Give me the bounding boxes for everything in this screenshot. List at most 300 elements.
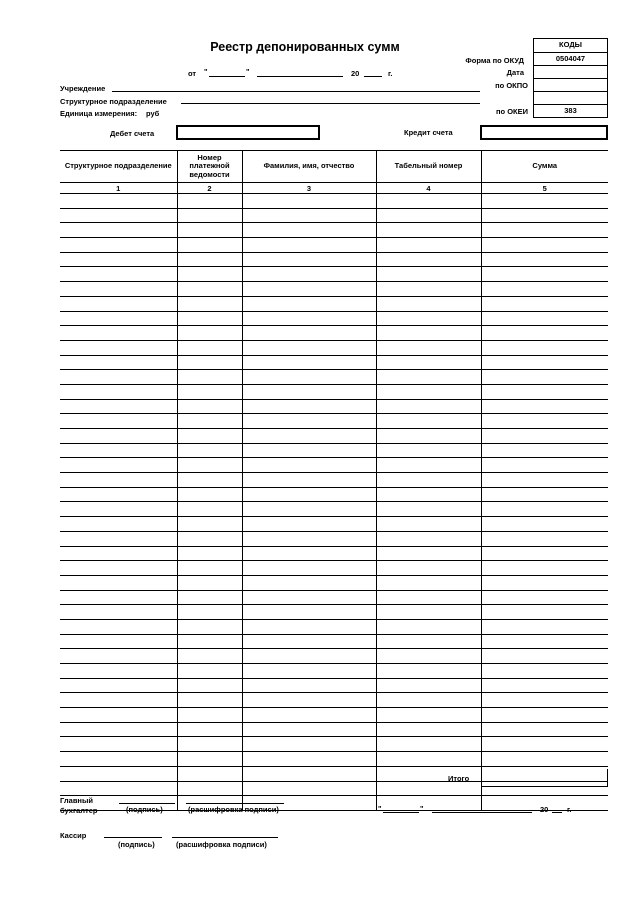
table-cell[interactable]: [177, 282, 242, 297]
table-cell[interactable]: [177, 722, 242, 737]
table-cell[interactable]: [177, 649, 242, 664]
column-header: Сумма: [481, 151, 608, 183]
table-cell[interactable]: [60, 282, 177, 297]
date-from-label: от: [188, 69, 197, 78]
table-cell[interactable]: [242, 737, 376, 752]
table-cell[interactable]: [376, 267, 481, 282]
table-row: [60, 414, 608, 429]
table-cell[interactable]: [242, 575, 376, 590]
chief-decode-field[interactable]: [186, 803, 284, 804]
table-cell[interactable]: [481, 693, 608, 708]
total-label: Итого: [448, 774, 470, 783]
table-cell[interactable]: [177, 605, 242, 620]
date-code[interactable]: [533, 65, 608, 78]
table-row: [60, 487, 608, 502]
table-cell[interactable]: [481, 737, 608, 752]
subdivision-field[interactable]: [181, 103, 480, 104]
table-cell[interactable]: [376, 370, 481, 385]
table-cell[interactable]: [60, 781, 177, 796]
table-cell[interactable]: [376, 781, 481, 796]
table-cell[interactable]: [177, 223, 242, 238]
table-cell[interactable]: [177, 458, 242, 473]
table-row: [60, 649, 608, 664]
table-cell[interactable]: [177, 296, 242, 311]
table-cell[interactable]: [481, 223, 608, 238]
institution-label: Учреждение: [60, 84, 106, 93]
chief-label-2: бухгалтер: [60, 806, 98, 815]
blank-code[interactable]: [533, 91, 608, 104]
table-cell[interactable]: [242, 502, 376, 517]
table-row: [60, 664, 608, 679]
table-cell[interactable]: [177, 487, 242, 502]
table-cell[interactable]: [481, 708, 608, 723]
table-cell[interactable]: [60, 487, 177, 502]
table-cell[interactable]: [376, 531, 481, 546]
table-cell[interactable]: [481, 443, 608, 458]
footer-quote-close: ": [420, 804, 424, 813]
table-cell[interactable]: [242, 223, 376, 238]
table-cell[interactable]: [60, 605, 177, 620]
table-cell[interactable]: [177, 267, 242, 282]
table-row: [60, 561, 608, 576]
table-cell[interactable]: [481, 384, 608, 399]
table-cell[interactable]: [242, 355, 376, 370]
table-cell[interactable]: [376, 384, 481, 399]
table-row: [60, 590, 608, 605]
table-cell[interactable]: [177, 429, 242, 444]
table-cell[interactable]: [242, 340, 376, 355]
column-number: 5: [481, 183, 608, 194]
table-cell[interactable]: [376, 575, 481, 590]
table-cell[interactable]: [60, 223, 177, 238]
table-cell[interactable]: [242, 296, 376, 311]
table-cell[interactable]: [481, 194, 608, 209]
table-cell[interactable]: [60, 252, 177, 267]
column-header: Фамилия, имя, отчество: [242, 151, 376, 183]
table-cell[interactable]: [242, 267, 376, 282]
table-cell[interactable]: [177, 590, 242, 605]
table-cell[interactable]: [376, 340, 481, 355]
table-cell[interactable]: [481, 664, 608, 679]
table-cell[interactable]: [376, 561, 481, 576]
table-cell[interactable]: [242, 311, 376, 326]
table-cell[interactable]: [242, 384, 376, 399]
table-cell[interactable]: [177, 311, 242, 326]
table-cell[interactable]: [60, 546, 177, 561]
table-cell[interactable]: [60, 678, 177, 693]
table-cell[interactable]: [376, 737, 481, 752]
footer-month-field[interactable]: [432, 812, 532, 813]
table-row: [60, 223, 608, 238]
table-cell[interactable]: [60, 722, 177, 737]
chief-decode-caption: (расшифровка подписи): [188, 805, 279, 814]
table-cell[interactable]: [177, 619, 242, 634]
table-cell[interactable]: [177, 443, 242, 458]
column-header: Табельный номер: [376, 151, 481, 183]
table-row: [60, 267, 608, 282]
table-row: [60, 473, 608, 488]
table-cell[interactable]: [376, 311, 481, 326]
table-cell[interactable]: [177, 575, 242, 590]
table-cell[interactable]: [481, 590, 608, 605]
table-cell[interactable]: [242, 429, 376, 444]
table-cell[interactable]: [481, 370, 608, 385]
okpo-code[interactable]: [533, 78, 608, 91]
table-row: [60, 326, 608, 341]
table-cell[interactable]: [481, 238, 608, 253]
table-cell[interactable]: [60, 634, 177, 649]
table-cell[interactable]: [376, 208, 481, 223]
date-month-field[interactable]: [257, 76, 343, 77]
table-cell[interactable]: [242, 561, 376, 576]
table-cell[interactable]: [60, 296, 177, 311]
date-label: Дата: [506, 68, 524, 77]
footer-day-field[interactable]: [383, 812, 419, 813]
table-cell[interactable]: [376, 634, 481, 649]
table-cell[interactable]: [60, 458, 177, 473]
table-row: [60, 619, 608, 634]
table-row: [60, 311, 608, 326]
table-cell[interactable]: [376, 517, 481, 532]
table-cell[interactable]: [177, 752, 242, 767]
table-cell[interactable]: [376, 252, 481, 267]
table-cell[interactable]: [481, 487, 608, 502]
table-cell[interactable]: [177, 414, 242, 429]
codes-title: КОДЫ: [533, 38, 608, 52]
column-number: 2: [177, 183, 242, 194]
table-cell[interactable]: [60, 238, 177, 253]
table-cell[interactable]: [60, 370, 177, 385]
table-row: [60, 443, 608, 458]
page-title: Реестр депонированных сумм: [210, 40, 400, 54]
table-row: [60, 208, 608, 223]
table-cell[interactable]: [242, 752, 376, 767]
date-year-prefix: 20: [351, 69, 360, 78]
debit-label: Дебет счета: [110, 129, 155, 138]
institution-field[interactable]: [112, 91, 480, 92]
table-cell[interactable]: [242, 194, 376, 209]
table-cell[interactable]: [177, 238, 242, 253]
table-cell[interactable]: [60, 194, 177, 209]
table-row: [60, 370, 608, 385]
date-year-field[interactable]: [364, 76, 382, 77]
table-cell[interactable]: [376, 664, 481, 679]
table-cell[interactable]: [177, 355, 242, 370]
table-cell[interactable]: [376, 443, 481, 458]
table-cell[interactable]: [177, 194, 242, 209]
table-cell[interactable]: [242, 531, 376, 546]
table-cell[interactable]: [177, 473, 242, 488]
table-cell[interactable]: [60, 267, 177, 282]
table-cell[interactable]: [60, 355, 177, 370]
table-row: [60, 238, 608, 253]
table-cell[interactable]: [60, 340, 177, 355]
table-cell[interactable]: [177, 561, 242, 576]
column-number: 4: [376, 183, 481, 194]
table-cell[interactable]: [242, 605, 376, 620]
table-row: [60, 252, 608, 267]
table-cell[interactable]: [242, 414, 376, 429]
table-cell[interactable]: [60, 443, 177, 458]
table-row: [60, 517, 608, 532]
table-cell[interactable]: [481, 326, 608, 341]
table-row: [60, 502, 608, 517]
table-cell[interactable]: [376, 399, 481, 414]
okud-label: Форма по ОКУД: [465, 56, 524, 65]
deposit-table: [60, 150, 608, 811]
table-row: [60, 737, 608, 752]
table-cell[interactable]: [177, 399, 242, 414]
table-cell[interactable]: [481, 311, 608, 326]
table-cell[interactable]: [376, 502, 481, 517]
table-cell[interactable]: [481, 282, 608, 297]
column-number-row: [60, 183, 608, 194]
table-cell[interactable]: [177, 208, 242, 223]
table-cell[interactable]: [177, 326, 242, 341]
unit-label: Единица измерения:: [60, 109, 138, 118]
table-cell[interactable]: [242, 443, 376, 458]
table-cell[interactable]: [60, 664, 177, 679]
table-cell[interactable]: [376, 546, 481, 561]
table-cell[interactable]: [376, 649, 481, 664]
table-cell[interactable]: [242, 546, 376, 561]
table-cell[interactable]: [177, 546, 242, 561]
table-cell[interactable]: [60, 649, 177, 664]
table-cell[interactable]: [242, 664, 376, 679]
chief-signature-caption: (подпись): [126, 805, 163, 814]
table-row: [60, 355, 608, 370]
table-cell[interactable]: [60, 575, 177, 590]
table-cell[interactable]: [60, 561, 177, 576]
table-cell[interactable]: [376, 458, 481, 473]
credit-field[interactable]: [480, 125, 608, 140]
table-cell[interactable]: [60, 399, 177, 414]
table-cell[interactable]: [60, 590, 177, 605]
column-number: 3: [242, 183, 376, 194]
total-field[interactable]: [481, 769, 608, 787]
table-row: [60, 693, 608, 708]
table-cell[interactable]: [481, 546, 608, 561]
table-row: [60, 575, 608, 590]
table-row: [60, 546, 608, 561]
footer-year-field[interactable]: [552, 812, 562, 813]
cashier-decode-field[interactable]: [172, 837, 278, 838]
credit-label: Кредит счета: [404, 128, 453, 137]
table-cell[interactable]: [60, 414, 177, 429]
cashier-signature-caption: (подпись): [118, 840, 155, 849]
table-cell[interactable]: [481, 252, 608, 267]
table-cell[interactable]: [376, 796, 481, 811]
cashier-label: Кассир: [60, 831, 87, 840]
table-cell[interactable]: [376, 223, 481, 238]
table-cell[interactable]: [60, 326, 177, 341]
cashier-decode-caption: (расшифровка подписи): [176, 840, 267, 849]
table-cell[interactable]: [481, 458, 608, 473]
table-cell[interactable]: [376, 487, 481, 502]
table-cell[interactable]: [242, 634, 376, 649]
chief-signature-field[interactable]: [119, 803, 175, 804]
table-cell[interactable]: [376, 678, 481, 693]
table-cell[interactable]: [242, 722, 376, 737]
column-number: 1: [60, 183, 177, 194]
table-cell[interactable]: [481, 208, 608, 223]
table-cell[interactable]: [481, 296, 608, 311]
table-row: [60, 399, 608, 414]
table-cell[interactable]: [481, 517, 608, 532]
table-cell[interactable]: [481, 267, 608, 282]
table-cell[interactable]: [242, 238, 376, 253]
okpo-label: по ОКПО: [495, 81, 528, 90]
table-cell[interactable]: [60, 208, 177, 223]
table-cell[interactable]: [177, 531, 242, 546]
table-row: [60, 458, 608, 473]
table-cell[interactable]: [242, 590, 376, 605]
table-cell[interactable]: [177, 340, 242, 355]
table-cell[interactable]: [242, 208, 376, 223]
table-cell[interactable]: [481, 355, 608, 370]
table-cell[interactable]: [376, 473, 481, 488]
table-cell[interactable]: [376, 429, 481, 444]
table-cell[interactable]: [376, 326, 481, 341]
column-header: Структурное подразделение: [60, 151, 177, 183]
table-cell[interactable]: [481, 531, 608, 546]
table-cell[interactable]: [242, 766, 376, 781]
table-cell[interactable]: [177, 384, 242, 399]
table-cell[interactable]: [481, 399, 608, 414]
table-cell[interactable]: [481, 634, 608, 649]
okei-code: 383: [533, 104, 608, 118]
table-cell[interactable]: [481, 678, 608, 693]
table-cell[interactable]: [481, 619, 608, 634]
table-cell[interactable]: [481, 502, 608, 517]
table-row: [60, 531, 608, 546]
table-cell[interactable]: [242, 252, 376, 267]
table-cell[interactable]: [177, 502, 242, 517]
table-cell[interactable]: [242, 282, 376, 297]
table-cell[interactable]: [242, 458, 376, 473]
table-row: [60, 722, 608, 737]
table-cell[interactable]: [376, 722, 481, 737]
table-cell[interactable]: [242, 649, 376, 664]
table-cell[interactable]: [376, 605, 481, 620]
table-cell[interactable]: [481, 340, 608, 355]
table-cell[interactable]: [177, 517, 242, 532]
table-cell[interactable]: [242, 619, 376, 634]
table-row: [60, 282, 608, 297]
table-cell[interactable]: [242, 781, 376, 796]
table-row: [60, 708, 608, 723]
table-cell[interactable]: [376, 693, 481, 708]
table-row: [60, 340, 608, 355]
table-cell[interactable]: [60, 517, 177, 532]
table-cell[interactable]: [242, 473, 376, 488]
table-row: [60, 605, 608, 620]
debit-field[interactable]: [176, 125, 320, 140]
table-cell[interactable]: [376, 194, 481, 209]
table-cell[interactable]: [60, 502, 177, 517]
table-cell[interactable]: [242, 487, 376, 502]
table-cell[interactable]: [177, 664, 242, 679]
unit-value: руб: [146, 109, 160, 118]
table-cell[interactable]: [481, 414, 608, 429]
table-cell[interactable]: [177, 693, 242, 708]
table-cell[interactable]: [376, 282, 481, 297]
table-cell[interactable]: [177, 766, 242, 781]
table-cell[interactable]: [60, 708, 177, 723]
table-cell[interactable]: [242, 517, 376, 532]
date-year-suffix: г.: [388, 69, 393, 78]
table-row: [60, 429, 608, 444]
table-cell[interactable]: [177, 737, 242, 752]
table-cell[interactable]: [177, 252, 242, 267]
table-cell[interactable]: [177, 634, 242, 649]
date-day-field[interactable]: [209, 76, 245, 77]
table-cell[interactable]: [60, 311, 177, 326]
table-cell[interactable]: [242, 370, 376, 385]
table-cell[interactable]: [376, 708, 481, 723]
table-cell[interactable]: [376, 619, 481, 634]
table-row: [60, 678, 608, 693]
table-cell[interactable]: [376, 355, 481, 370]
table-cell[interactable]: [60, 693, 177, 708]
subdivision-label: Структурное подразделение: [60, 97, 167, 106]
table-cell[interactable]: [177, 678, 242, 693]
table-header-row: [60, 151, 608, 183]
cashier-signature-field[interactable]: [104, 837, 162, 838]
table-cell[interactable]: [177, 781, 242, 796]
table-cell[interactable]: [242, 326, 376, 341]
table-cell[interactable]: [481, 722, 608, 737]
table-cell[interactable]: [376, 414, 481, 429]
date-quote-open: ": [204, 67, 208, 76]
table-row: [60, 384, 608, 399]
table-cell[interactable]: [60, 473, 177, 488]
table-cell[interactable]: [60, 619, 177, 634]
table-cell[interactable]: [177, 370, 242, 385]
table-cell[interactable]: [60, 766, 177, 781]
table-cell[interactable]: [481, 473, 608, 488]
table-cell[interactable]: [60, 752, 177, 767]
table-cell[interactable]: [242, 708, 376, 723]
table-cell[interactable]: [376, 296, 481, 311]
table-cell[interactable]: [242, 678, 376, 693]
table-cell[interactable]: [60, 737, 177, 752]
table-cell[interactable]: [481, 429, 608, 444]
table-cell[interactable]: [242, 693, 376, 708]
chief-label-1: Главный: [60, 796, 93, 805]
table-cell[interactable]: [177, 708, 242, 723]
table-cell[interactable]: [481, 575, 608, 590]
footer-year-suffix: г.: [567, 805, 572, 814]
table-cell[interactable]: [376, 590, 481, 605]
okud-code: 0504047: [533, 52, 608, 65]
table-cell[interactable]: [481, 605, 608, 620]
table-row: [60, 194, 608, 209]
table-cell[interactable]: [60, 384, 177, 399]
table-cell[interactable]: [481, 649, 608, 664]
table-cell[interactable]: [60, 429, 177, 444]
footer-quote-open: ": [378, 804, 382, 813]
table-cell[interactable]: [376, 238, 481, 253]
table-cell[interactable]: [242, 399, 376, 414]
table-cell[interactable]: [481, 561, 608, 576]
table-cell[interactable]: [376, 752, 481, 767]
footer-year-prefix: 20: [540, 805, 549, 814]
table-row: [60, 634, 608, 649]
table-row: [60, 296, 608, 311]
table-cell[interactable]: [481, 752, 608, 767]
table-cell[interactable]: [60, 531, 177, 546]
